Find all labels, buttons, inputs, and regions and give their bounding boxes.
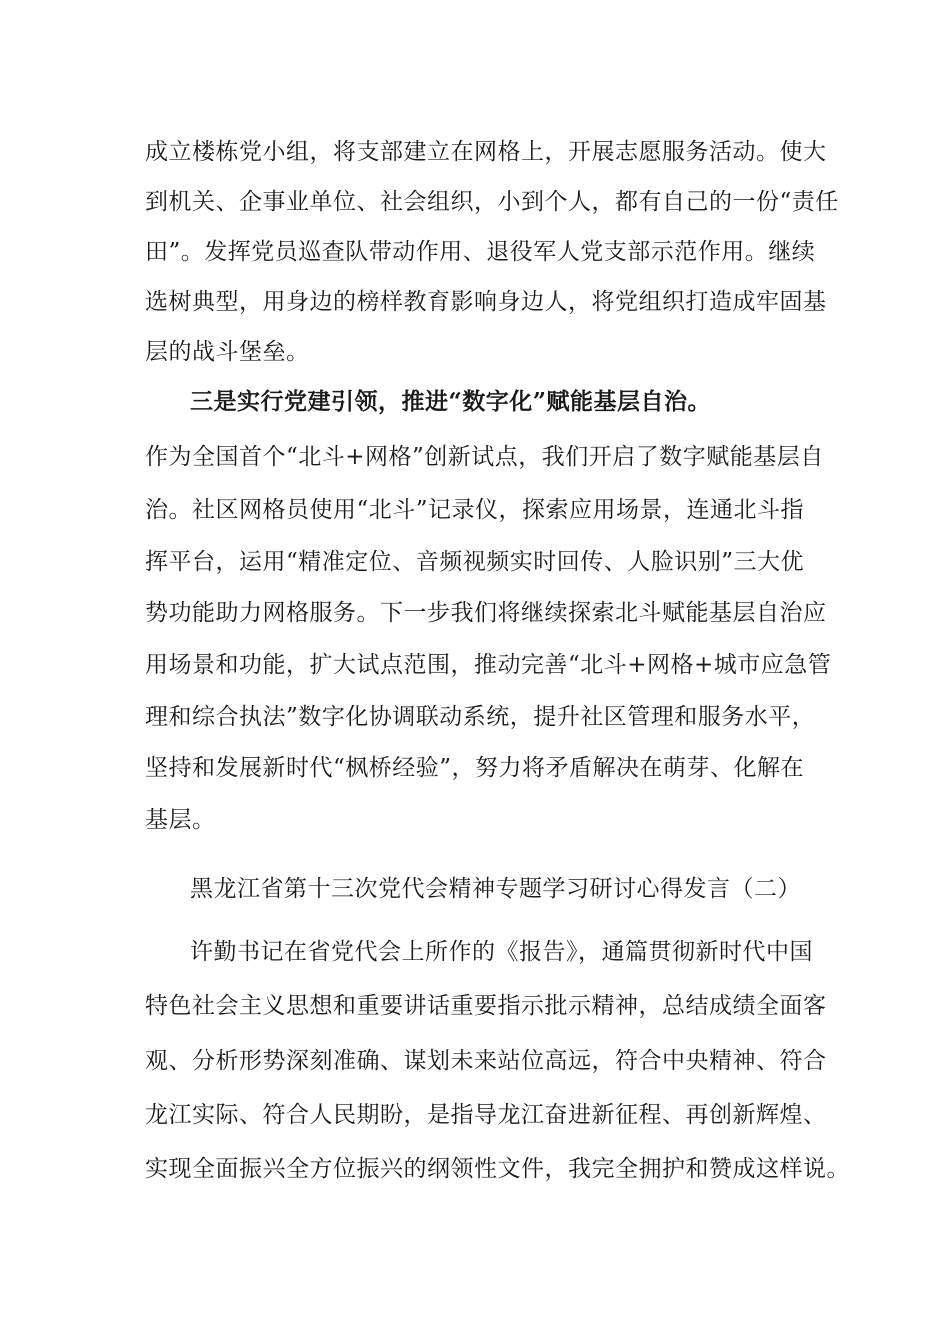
paragraph-line: 治。社区网格员使用“北斗”记录仪，探索应用场景，连通北斗指 (145, 497, 805, 523)
paragraph-line: 作为全国首个“北斗+网格”创新试点，我们开启了数字赋能基层自 (145, 444, 824, 470)
paragraph-line: 选树典型，用身边的榜样教育影响身边人，将党组织打造成牢固基 (145, 289, 827, 315)
paragraph-line: 实现全面振兴全方位振兴的纲领性文件，我完全拥护和赞成这样说。 (145, 1156, 850, 1182)
paragraph-line: 坚持和发展新时代“枫桥经验”，努力将矛盾解决在萌芽、化解在 (145, 755, 805, 781)
section-heading: 三是实行党建引领，推进“数字化”赋能基层自治。 (190, 388, 711, 415)
paragraph-line: 理和综合执法”数字化协调联动系统，提升社区管理和服务水平， (145, 704, 816, 730)
paragraph-line: 到机关、企事业单位、社会组织，小到个人，都有自己的一份“责任 (145, 189, 839, 215)
paragraph-line: 基层。 (145, 807, 216, 833)
paragraph-line: 挥平台，运用“精准定位、音频视频实时回传、人脸识别”三大优 (145, 549, 805, 575)
paragraph-line: 成立楼栋党小组，将支部建立在网格上，开展志愿服务活动。使大 (145, 139, 827, 165)
paragraph-line: 用场景和功能，扩大试点范围，推动完善“北斗+网格+城市应急管 (145, 652, 832, 678)
paragraph-line: 许勤书记在省党代会上所作的《报告》，通篇贯彻新时代中国 (190, 939, 813, 965)
document-title: 黑龙江省第十三次党代会精神专题学习研讨心得发言（二） (190, 876, 801, 902)
paragraph-line: 田”。发挥党员巡查队带动作用、退役军人党支部示范作用。继续 (145, 239, 816, 265)
paragraph-line: 特色社会主义思想和重要讲话重要指示批示精神，总结成绩全面客 (145, 993, 827, 1019)
paragraph-line: 势功能助力网格服务。下一步我们将继续探索北斗赋能基层自治应 (145, 600, 827, 626)
paragraph-line: 层的战斗堡垒。 (145, 339, 310, 365)
paragraph-line: 龙江实际、符合人民期盼，是指导龙江奋进新征程、再创新辉煌、 (145, 1102, 827, 1128)
paragraph-line: 观、分析形势深刻准确、谋划未来站位高远，符合中央精神、符合 (145, 1048, 827, 1074)
